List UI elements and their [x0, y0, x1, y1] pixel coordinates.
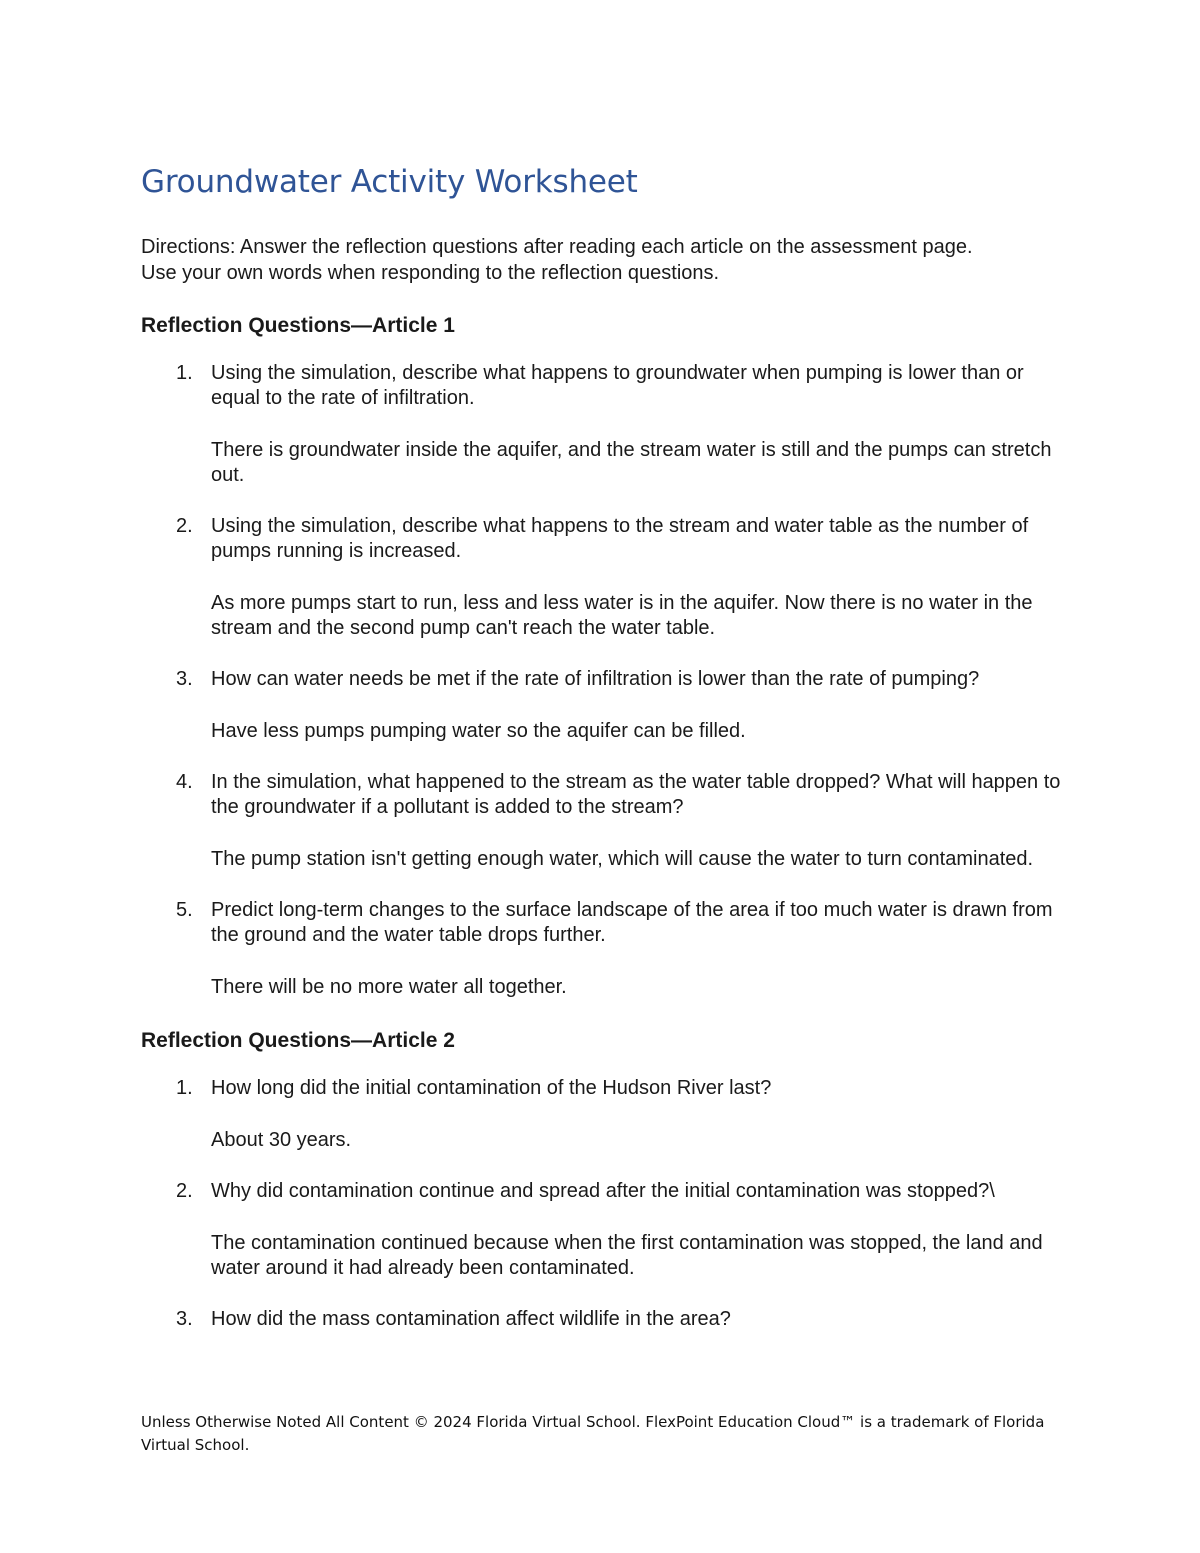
document-content — [141, 162, 1061, 1358]
question-text: Using the simulation, describe what happens to groundwater when pumping is lower than or equal to the rate of infiltration. — [211, 362, 1024, 409]
answer-text: There will be no more water all together. — [211, 976, 567, 998]
question-text: How long did the initial contamination of the Hudson River last? — [211, 1077, 772, 1099]
question-item — [141, 1307, 1061, 1332]
question-item — [141, 1179, 1061, 1281]
directions-line-1: Directions: Answer the reflection questions after reading each article on the assessment page. — [141, 236, 973, 258]
page-title: Groundwater Activity Worksheet — [141, 164, 638, 200]
question-number: 1. — [176, 1077, 193, 1099]
question-item — [141, 770, 1061, 872]
section-heading-article-2: Reflection Questions—Article 2 — [141, 1029, 455, 1052]
page-footer: Unless Otherwise Noted All Content © 2024 Florida Virtual School. FlexPoint Education Cloud™ is a trademark of Florida Virtual School. — [141, 1413, 1045, 1454]
question-number: 2. — [176, 515, 193, 537]
directions — [141, 234, 1061, 286]
answer-text: There is groundwater inside the aquifer, and the stream water is still and the pumps can stretch out. — [211, 439, 1052, 486]
answer-text: As more pumps start to run, less and less water is in the aquifer. Now there is no water in the stream and the second pump can't reach the water table. — [211, 592, 1033, 639]
question-number: 3. — [176, 668, 193, 690]
question-item — [141, 1076, 1061, 1153]
question-item — [141, 514, 1061, 641]
question-number: 5. — [176, 899, 193, 921]
answer-text: About 30 years. — [211, 1129, 352, 1151]
question-text: Predict long-term changes to the surface landscape of the area if too much water is drawn from the ground and the water table drops further. — [211, 899, 1053, 946]
question-text: In the simulation, what happened to the stream as the water table dropped? What will happen to the groundwater if a pollutant is added to the stream? — [211, 771, 1061, 818]
question-text: How can water needs be met if the rate of infiltration is lower than the rate of pumping? — [211, 668, 980, 690]
question-list-article-2 — [141, 1076, 1061, 1332]
section-heading-article-1: Reflection Questions—Article 1 — [141, 314, 455, 337]
question-item — [141, 361, 1061, 488]
question-text: Why did contamination continue and spread after the initial contamination was stopped?\ — [211, 1180, 995, 1202]
question-item — [141, 898, 1061, 1000]
question-item — [141, 667, 1061, 744]
question-number: 2. — [176, 1180, 193, 1202]
answer-text: The pump station isn't getting enough water, which will cause the water to turn contaminated. — [211, 848, 1034, 870]
question-number: 4. — [176, 771, 193, 793]
answer-text: The contamination continued because when the first contamination was stopped, the land and water around it had already been contaminated. — [211, 1232, 1043, 1279]
directions-line-2: Use your own words when responding to the reflection questions. — [141, 262, 720, 284]
answer-text: Have less pumps pumping water so the aquifer can be filled. — [211, 720, 746, 742]
question-number: 1. — [176, 362, 193, 384]
question-text: How did the mass contamination affect wildlife in the area? — [211, 1308, 731, 1330]
question-list-article-1 — [141, 361, 1061, 1000]
question-number: 3. — [176, 1308, 193, 1330]
question-text: Using the simulation, describe what happens to the stream and water table as the number of pumps running is increased. — [211, 515, 1029, 562]
